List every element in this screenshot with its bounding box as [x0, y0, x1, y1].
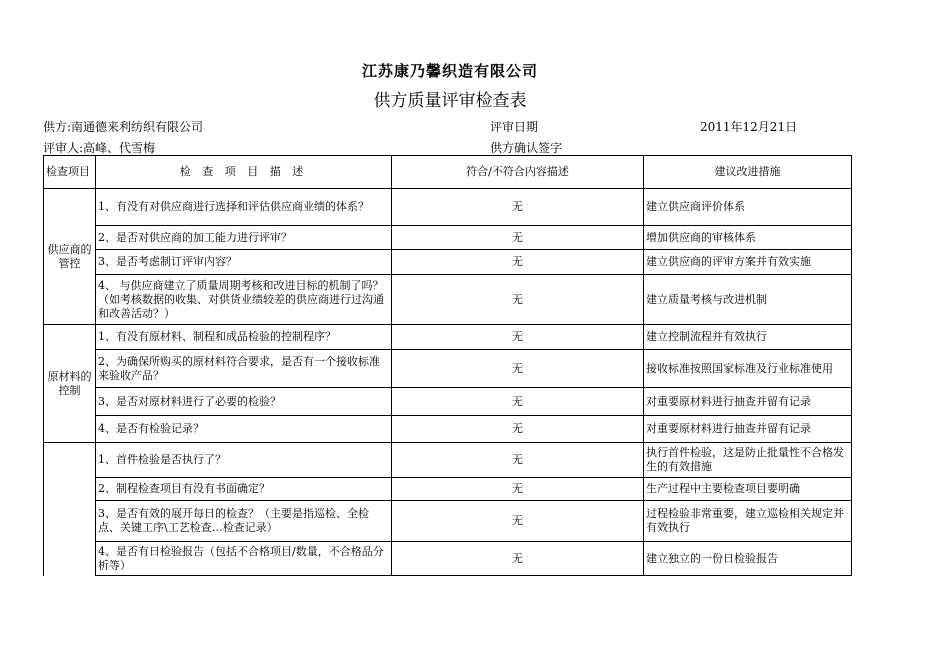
column-header-description: 检 查 项 目 描 述 [96, 156, 392, 189]
compliance-result: 无 [392, 250, 644, 275]
compliance-result: 无 [392, 350, 644, 388]
supplier-name: 供方:南通德来利纺织有限公司 [43, 120, 204, 134]
column-header-suggestion: 建议改进措施 [644, 156, 852, 189]
item-description: 3、是否考虑制订评审内容？ [96, 250, 392, 275]
column-header-category: 检查项目 [44, 156, 96, 189]
compliance-result: 无 [392, 275, 644, 325]
improvement-suggestion: 建立供应商评价体系 [644, 189, 852, 226]
form-title: 供方质量评审检查表 [373, 91, 527, 111]
improvement-suggestion: 对重要原材料进行抽查并留有记录 [644, 388, 852, 416]
item-description: 2、是否对供应商的加工能力进行评审？ [96, 226, 392, 250]
category-cell: 原材料的控制 [44, 325, 96, 443]
item-description: 1、首件检验是否执行了？ [96, 443, 392, 478]
table-row [44, 501, 852, 542]
item-description: 2、为确保所购买的原材料符合要求，是否有一个接收标准来验收产品？ [96, 350, 392, 388]
table-row [44, 325, 852, 350]
improvement-suggestion: 建立控制流程并有效执行 [644, 325, 852, 350]
reviewer-names: 评审人:高峰、代雪梅 [43, 141, 156, 155]
table-header-row [44, 156, 852, 189]
improvement-suggestion: 过程检验非常重要，建立巡检相关规定并有效执行 [644, 501, 852, 542]
improvement-suggestion: 建立质量考核与改进机制 [644, 275, 852, 325]
compliance-result: 无 [392, 443, 644, 478]
item-description: 1、有没有原材料、制程和成品检验的控制程序？ [96, 325, 392, 350]
improvement-suggestion: 生产过程中主要检查项目要明确 [644, 478, 852, 501]
category-cell [44, 443, 96, 576]
improvement-suggestion: 对重要原材料进行抽查并留有记录 [644, 416, 852, 443]
improvement-suggestion: 建立供应商的评审方案并有效实施 [644, 250, 852, 275]
compliance-result: 无 [392, 478, 644, 501]
table-row [44, 416, 852, 443]
compliance-result: 无 [392, 542, 644, 576]
table-row [44, 443, 852, 478]
inspection-table [43, 155, 852, 576]
table-row [44, 350, 852, 388]
supplier-confirm-label: 供方确认签字 [490, 141, 563, 155]
table-row [44, 250, 852, 275]
column-header-compliance: 符合/不符合内容描述 [392, 156, 644, 189]
compliance-result: 无 [392, 416, 644, 443]
category-cell: 供应商的管控 [44, 189, 96, 325]
item-description: 4、是否有日检验报告（包括不合格项目/数量，不合格品分析等） [96, 542, 392, 576]
compliance-result: 无 [392, 189, 644, 226]
table-row [44, 189, 852, 226]
improvement-suggestion: 增加供应商的审核体系 [644, 226, 852, 250]
table-row [44, 542, 852, 576]
item-description: 4、 与供应商建立了质量周期考核和改进目标的机制了吗？（如考核数据的收集、对供货业绩较差的供应商进行过沟通和改善活动？） [96, 275, 392, 325]
improvement-suggestion: 建立独立的一份日检验报告 [644, 542, 852, 576]
compliance-result: 无 [392, 501, 644, 542]
review-date-label: 评审日期 [490, 120, 539, 134]
compliance-result: 无 [392, 226, 644, 250]
table-row [44, 388, 852, 416]
compliance-result: 无 [392, 388, 644, 416]
table-row [44, 226, 852, 250]
improvement-suggestion: 执行首件检验，这是防止批量性不合格发生的有效措施 [644, 443, 852, 478]
improvement-suggestion: 接收标准按照国家标准及行业标准使用 [644, 350, 852, 388]
table-row [44, 275, 852, 325]
item-description: 3、是否有效的展开每日的检查？（主要是指巡检、全检点、关键工序\工艺检查…检查记录） [96, 501, 392, 542]
item-description: 1、有没有对供应商进行选择和评估供应商业绩的体系？ [96, 189, 392, 226]
compliance-result: 无 [392, 325, 644, 350]
item-description: 3、是否对原材料进行了必要的检验？ [96, 388, 392, 416]
company-name: 江苏康乃馨织造有限公司 [361, 62, 538, 80]
review-date-value: 2011年12月21日 [700, 120, 798, 134]
table-row [44, 478, 852, 501]
item-description: 4、是否有检验记录？ [96, 416, 392, 443]
item-description: 2、制程检查项目有没有书面确定？ [96, 478, 392, 501]
